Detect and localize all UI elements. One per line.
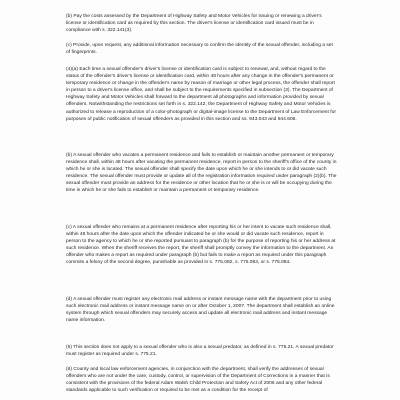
paragraph-5: (5) This section does not apply to a sexual offender who is also a sexual predator, as defined in s. 775.21. A sexual predator must register as required under s. 775.21. bbox=[66, 345, 334, 358]
paragraph-6: (6) County and local law enforcement agencies, in conjunction with the department, shall verify the addresses of sexual offenders who are not under the care, custody, control, or supervision of the Department of Corrections in a manner that is consistent with the provisions of the federal Adam Walsh Child Protection and Safety Act of 2006 and any other federal standards applicable to such verification or required to be met as a condition for the receipt of bbox=[66, 367, 330, 394]
paragraph-3b: (b) Pay the costs assessed by the Department of Highway Safety and Motor Vehicles for issuing or renewing a driver's license or identification card as required by this section. The driver's license or identification card issued must be in compliance with s. 322.141(3). bbox=[66, 14, 322, 34]
paragraph-4d: (d) A sexual offender must register any electronic mail address or instant message name with the department prior to using such electronic mail address or instant message name on or after October 1, 2007. The department shall establish an online system through which sexual offenders may securely access and update all electronic mail address and instant message name information. bbox=[66, 297, 335, 324]
paragraph-4c: (c) A sexual offender who remains at a permanent residence after reporting his or her intent to vacate such residence shall, within 48 hours after the date upon which the offender indicated he or she would or did vacate such residence, report in person to the agency to which he or she reported pursuant to paragraph (b) for the purpose of reporting his or her address at such residence. When the sheriff receives the report, the sheriff shall promptly convey the information to the department. An offender who makes a report as required under paragraph (b) but fails to make a report as required under this paragraph commits a felony of the second degree, punishable as provided in s. 775.082, s. 775.083, or s. 775.084. bbox=[66, 225, 336, 266]
paragraph-4a: (4)(a) Each time a sexual offender's driver's license or identification card is subject to renewal, and, without regard to the status of the offender's driver's license or identification card, within 48 hours after any change in the offender's permanent or temporary residence or change in the offender's name by reason of marriage or other legal process, the offender shall report in person to a driver's license office, and shall be subject to the requirements specified in subsection (3). The Department of Highway Safety and Motor Vehicles shall forward to the department all photographs and information provided by sexual offenders. Notwithstanding the restrictions set forth in s. 322.142, the Department of Highway Safety and Motor Vehicles is authorized to release a reproduction of a color-photograph or digital-image license to the Department of Law Enforcement for purposes of public notification of sexual offenders as provided in this section and ss. 943.043 and 944.606. bbox=[66, 67, 336, 122]
paragraph-3c: (c) Provide, upon request, any additional information necessary to confirm the identity of the sexual offender, including a set of fingerprints. bbox=[66, 43, 333, 56]
paragraph-4b: (b) A sexual offender who vacates a permanent residence and fails to establish or maintain another permanent or temporary residence shall, within 48 hours after vacating the permanent residence, report in person to the sheriff's office of the county in which he or she is located. The sexual offender shall specify the date upon which he or she intends to or did vacate such residence. The sexual offender must provide or update all of the registration information required under paragraph (2)(b). The sexual offender must provide an address for the residence or other location that he or she is or will be occupying during the time in which he or she fails to establish or maintain a permanent or temporary residence. bbox=[66, 153, 337, 194]
